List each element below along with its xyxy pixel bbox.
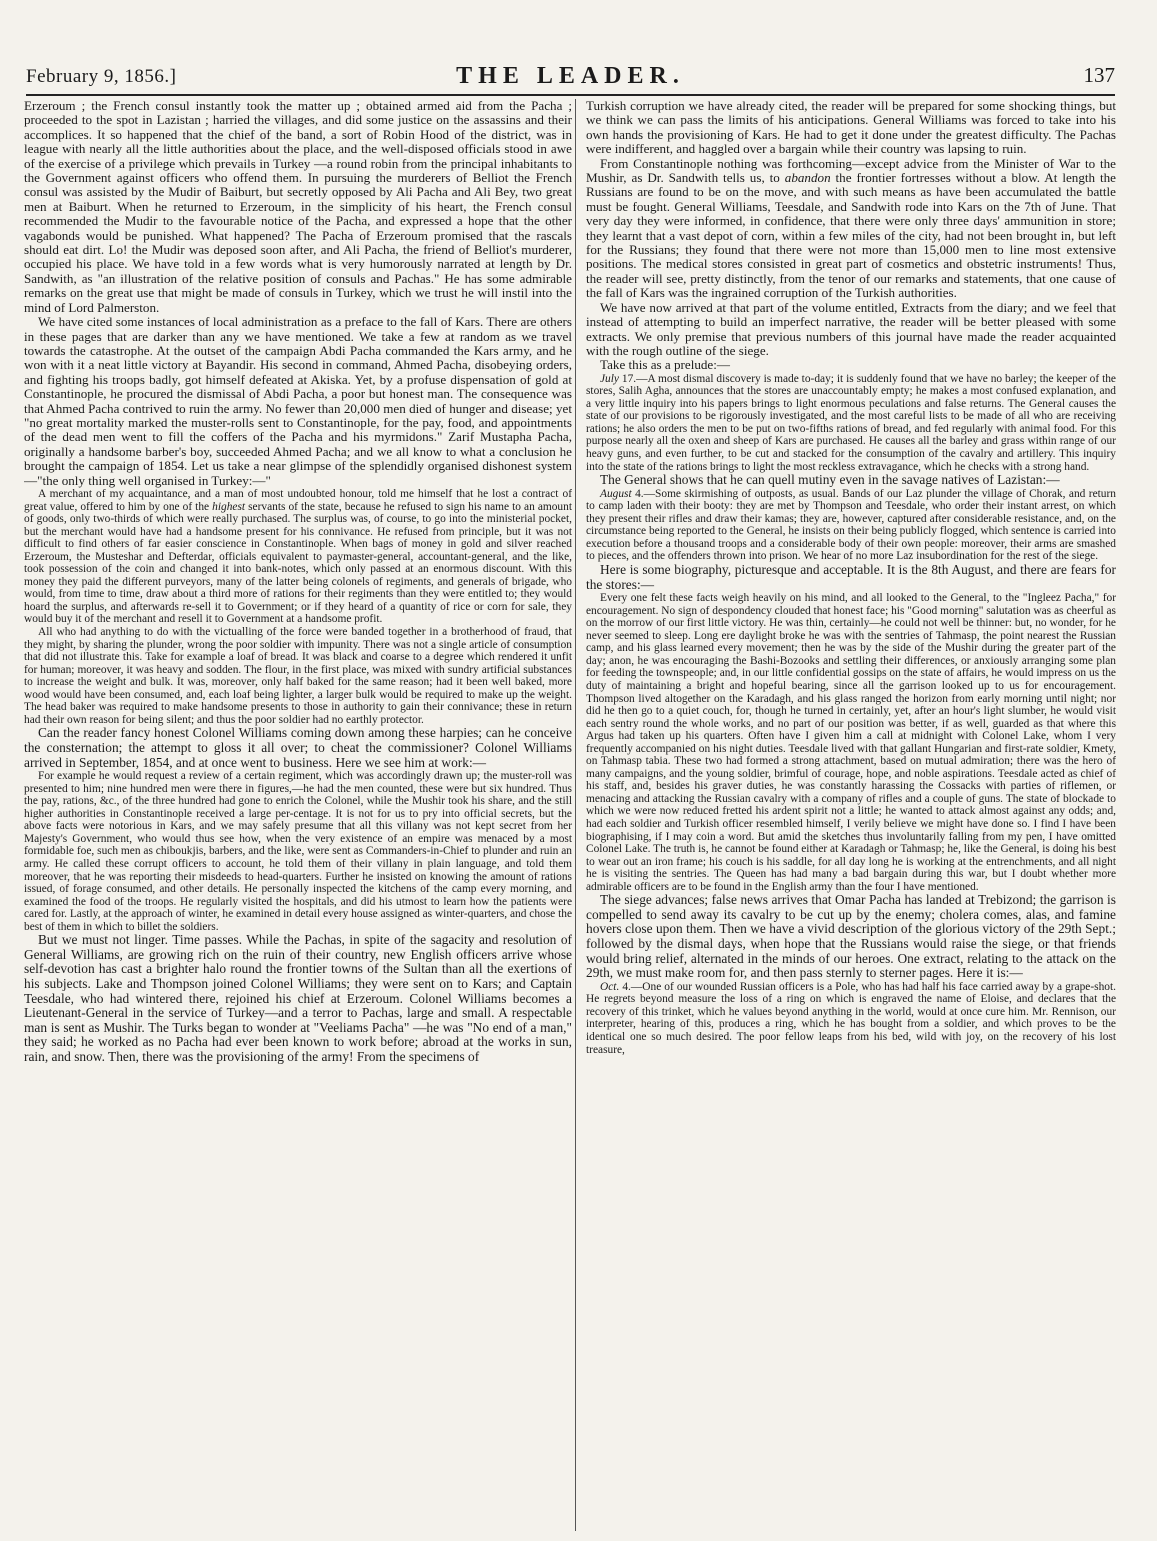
paragraph: Turkish corruption we have already cited, the reader will be prepared for some shocking things, but we think we can pass the limits of his anticipations. General Williams was forced to take into his own hands the provisioning of Kars. He had to get it done under the greatest difficulty. The Pachas were indifferent, and haggled over a bargain while their country was lapsing to ruin. <box>586 99 1116 157</box>
italic-word: highest <box>212 500 246 513</box>
quote-text: A merchant of my acquaintance, and a man of most undoubted honour, told me himself that he lost a contract of great value, offered to him by one of the <box>24 487 572 513</box>
page-header <box>26 58 1115 92</box>
diary-date: July <box>600 372 619 385</box>
page-number: 137 <box>1083 63 1115 87</box>
issue-date: February 9, 1856.] <box>26 66 177 87</box>
paragraph: Take this as a prelude:— <box>600 357 730 373</box>
masthead-title: THE LEADER. <box>456 63 685 89</box>
diary-date: August <box>600 487 632 500</box>
diary-text: 4.—Some skirmishing of outposts, as usual. Bands of our Laz plunder the village of Chorak, and return to camp laden with their booty: they are met by Thompson and Teesdale, who order their instant arrest, on which they present their rifles and draw their kamas; they are, however, captured after considerable resistance, and, on the circumstance being reported to the General, he insists on their being publicly flogged, which sentence is carried into execution before a thousand troops and a considerable body of their own people: moreover, their arms are smashed to pieces, and the offenders thrown into prison. We hear of no more Laz insubordination for the rest of the siege. <box>586 487 1116 563</box>
diary-extract <box>586 373 1116 473</box>
quoted-extract: For example he would request a review of a certain regiment, which was accordingly drawn up; the muster-roll was presented to him; nine hundred men were there in figures,—he had the men counted, these were but six hundred. Thus the pay, rations, &c., of the three hundred had gone to enrich the Colonel, while the Mushir took his share, and the still higher authorities in Constantinople received a large per-centage. It is not for us to pry into official secrets, but the above facts were notorious in Kars, and we may safely presume that all this villany was not kept secret from her Majesty's Government, who would thus see how, when the very existence of an empire was menaced by a most formidable foe, such men as chiboukjis, barbers, and the like, were sent as Commanders-in-Chief to plunder and ruin an army. He called these corrupt officers to account, he told them of their villany in plain language, and told them moreover, that he was reporting their misdeeds to head-quarters. Further he insisted on knowing the amount of rations issued, of forage consumed, and other details. He personally inspected the kitchens of the camp every morning, and examined the food of the troops. He regularly visited the hospitals, and did his utmost to learn how the patients were cared for. Lastly, at the approach of winter, he examined in detail every house assigned as winter-quarters, and chose the best of them in which to billet the soldiers. <box>24 770 572 933</box>
quoted-extract: All who had anything to do with the victualling of the force were banded together in a brotherhood of fraud, that they might, by sharing the plunder, wrong the poor soldier with impunity. There was not a single article of consumption that did not illustrate this. Take for example a loaf of bread. It was black and coarse to a degree which rendered it unfit for human; moreover, it was heavy and sodden. The flour, in the first place, was mixed with sundry artificial substances to increase the weight and bulk. It was, moreover, only half baked for the same reason; had it been well baked, more wood would have been consumed, and, each loaf being lighter, a larger bulk would be required to make up the weight. The head baker was required to make handsome presents to those in authority to gain their connivance; these in return had their own reason for being silent; and thus the poor soldier had no earthly protector. <box>24 625 572 726</box>
column-divider <box>575 99 576 1531</box>
paragraph-text: the frontier fortresses without a blow. At length the Russians are found to be on the move, and with such means as have been accumulated the battle must be fought. General Williams, Teesdale, and Sandwith rode into Kars on the 7th of June. That very day they were informed, in confidence, that there were only three days' ammunition in store; they learnt that a vast depot of corn, within a few miles of the city, had not been brought in, but left for the Russians; they found that there were not more than 15,000 men to line most extensive positions. The medical stores consisted in great part of cosmetics and obstetric instruments! Thus, the reader will see, pretty distinctly, from the tenor of our remarks and statements, that one cause of the fall of Kars was the ingrained corruption of the Turkish authorities. <box>586 170 1116 301</box>
diary-extract <box>586 981 1116 1056</box>
right-column <box>586 99 1116 1531</box>
diary-text: 17.—A most dismal discovery is made to-day; it is suddenly found that we have no barley; the keeper of the stores, Salih Agha, announces that the stores are unaccountably empty; he makes a most confused explanation, and a very little inquiry into his papers brings to light enormous peculations and false returns. The General causes the state of our provisions to be rigorously investigated, and the most careful lists to be made of all who are receiving rations; he also orders the men to be put on two-fifths rations of bread, and fed regularly with animal food. For this purpose nearly all the oxen and sheep of Kars are purchased. He causes all the barley and grass within range of our heavy guns, and even further, to be cut and stacked for the consumption of the cavalry and artillery. This inquiry into the state of the rations brings to light the most reckless extravagance, which he checks with a strong hand. <box>586 372 1116 473</box>
header-rule <box>26 94 1115 96</box>
left-column <box>24 99 572 1531</box>
quoted-extract <box>24 488 572 626</box>
diary-date: Oct. <box>600 980 620 993</box>
paragraph-text: From Constantinople nothing was forthcoming—except advice from the Minister of War to the Mushir, as Dr. Sandwith tells us, to <box>586 155 1116 186</box>
diary-extract <box>586 488 1116 563</box>
paragraph: Can the reader fancy honest Colonel Williams coming down among these harpies; can he conceive the consternation; the attempt to gloss it all over; to cheat the commissioner? Colonel Williams arrived in September, 1854, and at once went to business. Here we see him at work:— <box>24 725 572 770</box>
paragraph: We have now arrived at that part of the volume entitled, Extracts from the diary; and we feel that instead of attempting to build an imperfect narrative, the reader will be better pleased with some extracts. We only premise that previous numbers of this journal have made the reader acquainted with the rough outline of the siege. <box>586 299 1116 358</box>
paragraph <box>586 157 1116 301</box>
paragraph: We have cited some instances of local administration as a preface to the fall of Kars. There are others in these pages that are darker than any we have mentioned. We take a few at random as we travel towards the catastrophe. At the outset of the campaign Abdi Pacha commanded the Kars army, and he won with it a neat little victory at Bayandir. His second in command, Ahmed Pacha, disobeying orders, and fighting his troops badly, got himself defeated at Akiska. Yet, by a profuse dispensation of gold at Constantinople, he procured the dismissal of Abdi Pacha, a poor but honest man. The consequence was that Ahmed Pacha contrived to ruin the army. No fewer than 20,000 men died of hunger and disease; yet "no great mortality marked the muster-rolls sent to Constantinople, for the pay, food, and appointments of the dead men went to fill the coffers of the Pacha and his myrmidons." Zarif Mustapha Pacha, originally a handsome barber's boy, succeeded Ahmed Pacha; and we all know to what a conclusion he brought the campaign of 1854. Let us take a near glimpse of the splendidly organised dishonest system—"the only thing well organised in Turkey:—" <box>24 314 572 488</box>
diary-text: 4.—One of our wounded Russian officers is a Pole, who has had half his face carried away by a grape-shot. He regrets beyond measure the loss of a ring on which is engraved the name of Eloise, and declares that the recovery of this trinket, which he values beyond anything in the world, would at once cure him. Mr. Rennison, our interpreter, hearing of this, produces a ring, which he has bought from a soldier, and which proves to be the identical one so much desired. The poor fellow leaps from his bed, wild with joy, on the recovery of his lost treasure, <box>586 980 1116 1056</box>
italic-word: abandon <box>784 170 831 186</box>
paragraph: Erzeroum ; the French consul instantly took the matter up ; obtained armed aid from the Pacha ; proceeded to the spot in Lazistan ; harried the villages, and did some justice on the assassins and their accomplices. It so happened that the chief of the band, a sort of Robin Hood of the district, was in league with nearly all the little authorities about the place, and the well-disposed officials stood in awe of the exercise of a privilege which prevails in Turkey —a round robin from the principal inhabitants to the Government against officers who offend them. In pursuing the murderers of Belliot the French consul was assisted by the Mudir of Baiburt, but secretly opposed by Ali Pacha and Ali Bey, two great men at Baiburt. When he returned to Erzeroum, in the simplicity of his heart, the French consul recommended the Mudir to the favourable notice of the Pacha, and expressed a hope that the other vagabonds would be punished. What happened? The Pacha of Erzeroum promised that the rascals should eat dirt. Lo! the Mudir was deposed soon after, and Ali Pacha, the friend of Belliot's murderer, occupied his place. We have told in a few words what is very humorously narrated at length by Dr. Sandwith, as "an illustration of the relative position of consuls and Pachas." He has some admirable remarks on the great use that might be made of consuls in Turkey, which we trust he will instil into the mind of Lord Palmerston. <box>24 99 572 315</box>
quote-text: servants of the state, because he refused to sign his name to an amount of goods, only two-thirds of which were really purchased. The surplus was, of course, to go into the ministerial pocket, but the merchant would have had a handsome present for his connivance. He refused from principle, but it was not difficult to find others of far easier conscience in Constantinople. When bags of money in gold and silver reached Erzeroum, the Musteshar and Defterdar, officials equivalent to paymaster-general, accountant-general, and the like, took possession of the coin and changed it into bank-notes, which only passed at an enormous discount. With this money they paid the different purveyors, many of the latter being colonels of regiments, and generals of brigade, who would, from time to time, draw about a third more of rations for their regiments than they were entitled to; they would hoard the surplus, and afterwards re-sell it to Government; or if they heard of a quantity of rice or corn for sale, they would buy it of the merchant and resell it to Government at a handsome profit. <box>24 500 572 626</box>
paragraph: The General shows that he can quell mutiny even in the savage natives of Lazistan:— <box>600 472 1060 488</box>
paragraph: But we must not linger. Time passes. While the Pachas, in spite of the sagacity and resolution of General Williams, are growing rich on the ruin of their country, new English officers arrive whose self-devotion has cast a brighter halo round the frontier towns of the Sultan than all the exertions of his subjects. Lake and Thompson joined Colonel Williams; they were sent on to Kars; and Captain Teesdale, who had wintered there, rejoined his chief at Erzeroum. Colonel Williams becomes a Lieutenant-General in the service of Turkey—and a terror to Pachas, large and small. A respectable man is sent as Mushir. The Turks began to wonder at "Veeliams Pacha" —he was "No end of a man," they said; he worked as no Pacha had ever been known to work before; abroad at the works in sun, rain, and snow. Then, there was the provisioning of the army! From the specimens of <box>24 932 572 1064</box>
paragraph: The siege advances; false news arrives that Omar Pacha has landed at Trebizond; the garrison is compelled to send away its cavalry to be cut up by the enemy; cholera comes, alas, and famine hovers close upon them. Then we have a vivid description of the glorious victory of the 29th Sept.; followed by the dismal days, when hope that the Russians would raise the siege, or that friends would bring relief, alternated in the minds of our heroes. One extract, relating to the attack on the 29th, we must make room for, and then pass sternly to sterner pages. Here it is:— <box>586 892 1116 981</box>
paragraph: Here is some biography, picturesque and acceptable. It is the 8th August, and there are fears for the stores:— <box>586 561 1116 592</box>
diary-extract: Every one felt these facts weigh heavily on his mind, and all looked to the General, to the "Ingleez Pacha," for encouragement. No sign of despondency clouded that honest face; his "Good morning" salutation was as cheerful as on the morrow of our first little victory. He was thin, certainly—he could not well be thinner: but, no wonder, for he never seemed to sleep. Long ere daylight broke he was with the sentries of Tahmasp, the point nearest the Russian camp, and his glass learned every movement; then he was by the side of the Mushir during the greater part of the day; anon, he was encouraging the Bashi-Bozooks and settling their differences, or anxiously arranging some plan for feeding the townspeople; and, in our little confidential gossips on the state of affairs, he would impress on us the duty of maintaining a bright and hopeful bearing, since all the garrison looked up to us for encouragement. Thompson lived altogether on the Karadagh, and his glass ranged the horizon from early morning until night; nor did he then go to a quiet couch, for, though he turned in certainly, yet, after an hour's light slumber, he would visit each sentry round the whole works, and no part of our position was better, if as well, guarded as that where this Argus had taken up his quarters. Often have I given him a call at midnight with Colonel Lake, whom I very frequently accompanied on his night duties. Teesdale lived with that gallant Hungarian and first-rate soldier, Kmety, on Tahmasp tabia. These two had formed a strong attachment, based on mutual admiration; there was the hero of many campaigns, and the young soldier, brimful of courage, hope, and noble aspirations. Teesdale acted as chief of his staff, and, besides his graver duties, he was constantly harassing the Cossacks with parties of riflemen, or menacing and attacking the Russian cavalry with a company of rifles and a couple of guns. The state of blockade to which we were now reduced fretted his ardent spirit not a little; he wanted to attack almost against any odds; and, had each soldier and Turkish officer resembled himself, I verily believe we might have done so. I find I have been biographising, if I may coin a word. But amid the sketches thus involuntarily falling from my pen, I have omitted Colonel Lake. The truth is, he cannot be found either at Karadagh or Tahmasp; he, like the General, is doing his best to wear out an iron frame; his couch is his saddle, for all day long he is working at the entrenchments, and all night he is visiting the sentries. The Queen has had many a bad bargain during this war, but I doubt whether more admirable officers are to be found in the English army than the four I have mentioned. <box>586 592 1116 893</box>
